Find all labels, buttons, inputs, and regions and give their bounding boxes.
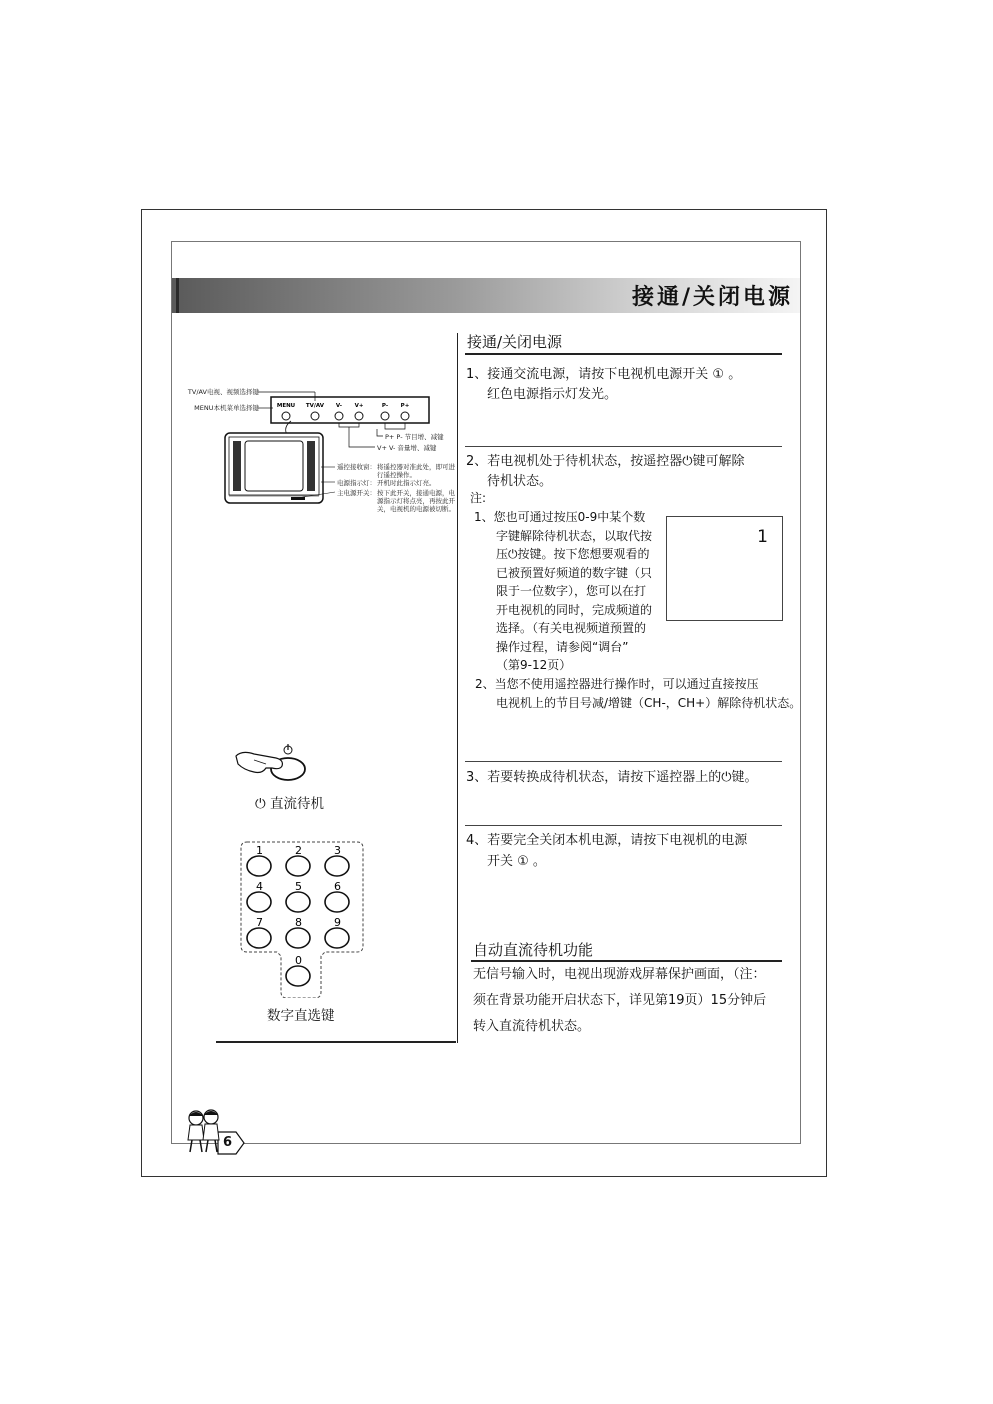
page-title: 接通/关闭电源 xyxy=(631,285,793,310)
step-rule-2 xyxy=(465,761,782,762)
key-label-4: 4 xyxy=(256,880,263,893)
step3-text: 3、若要转换成待机状态，请按下遥控器上的⏻键。 xyxy=(466,770,758,785)
step1-line1: 1、接通交流电源，请按下电视机电源开关 ① 。 xyxy=(466,367,742,382)
note-image-box xyxy=(666,516,783,621)
section1-title: 接通/关闭电源 xyxy=(467,333,563,351)
section2-title: 自动直流待机功能 xyxy=(473,941,594,959)
key-label-6: 6 xyxy=(334,880,341,893)
note1-line4: 已被预置好频道的数字键（只 xyxy=(496,566,653,580)
key-label-5: 5 xyxy=(295,880,302,893)
key-label-3: 3 xyxy=(334,844,341,857)
label-p-keys: P+ P- 节目增、减键 xyxy=(385,433,444,441)
key-7 xyxy=(247,928,271,948)
note1-line5: 限于一位数字），您可以在打 xyxy=(496,584,647,598)
section2-line1: 无信号输入时，电视出现游戏屏幕保护画面，（注： xyxy=(473,967,766,982)
section2-line2: 须在背景功能开启状态下，详见第19页）15分钟后 xyxy=(473,993,767,1008)
step-rule-1 xyxy=(465,446,782,447)
btn-vminus xyxy=(335,412,343,420)
btn-vplus xyxy=(355,412,363,420)
btn-label-vplus: V+ xyxy=(354,403,364,409)
step4-line2: 开关 ① 。 xyxy=(487,854,546,869)
step2-line1: 2、若电视机处于待机状态，按遥控器⏻键可解除 xyxy=(466,454,745,469)
btn-pminus xyxy=(381,412,389,420)
key-label-9: 9 xyxy=(334,916,341,929)
section1-title-rule xyxy=(465,353,782,355)
callout-name-power: 主电源开关： xyxy=(337,489,376,497)
btn-label-vminus: V- xyxy=(335,403,343,409)
note1-line1: 1、您也可通过按压0-9中某个数 xyxy=(474,510,646,524)
note2-line1: 2、当您不使用遥控器进行操作时，可以通过直接按压 xyxy=(475,677,759,691)
btn-label-pminus: P- xyxy=(381,403,389,409)
label-menu-key: MENU本机菜单选择键 xyxy=(194,404,259,412)
hand-press-power-illustration xyxy=(232,742,312,784)
step2-line2: 待机状态。 xyxy=(487,474,553,489)
mascot-page-marker xyxy=(184,1106,254,1156)
step4-line1: 4、若要完全关闭本机电源，请按下电视机的电源 xyxy=(466,833,748,848)
key-0 xyxy=(286,966,310,986)
left-bottom-rule xyxy=(216,1041,456,1043)
btn-label-pplus: P+ xyxy=(400,403,410,409)
callout-name-ir: 遥控接收窗： xyxy=(337,463,376,471)
btn-pplus xyxy=(401,412,409,420)
power-icon: ⏻ xyxy=(255,796,266,812)
key-1 xyxy=(247,856,271,876)
btn-label-menu: MENU xyxy=(276,403,296,409)
key-8 xyxy=(286,928,310,948)
callout-desc-power: 按下此开关，接通电源，电源指示灯将点亮，再按此开关，电视机的电源被切断。 xyxy=(377,489,455,513)
number-keypad-illustration xyxy=(237,838,365,998)
step-rule-3 xyxy=(465,825,782,826)
step1-line2: 红色电源指示灯发光。 xyxy=(487,387,618,402)
key-label-0: 0 xyxy=(295,954,302,967)
section2-title-rule xyxy=(471,960,782,962)
note-box-value: 1 xyxy=(757,527,768,547)
label-tvav-key: TV/AV电视、视频选择键 xyxy=(187,388,259,396)
keypad-caption: 数字直选键 xyxy=(267,1008,335,1024)
standby-label: 直流待机 xyxy=(269,796,324,812)
note-label: 注: xyxy=(470,491,487,505)
note1-line6: 开电视机的同时，完成频道的 xyxy=(496,603,653,617)
banner-stripe xyxy=(176,278,179,313)
callout-name-led: 电源指示灯： xyxy=(337,479,376,487)
btn-menu xyxy=(282,412,290,420)
btn-label-tvav: TV/AV xyxy=(305,403,325,409)
key-4 xyxy=(247,892,271,912)
key-2 xyxy=(286,856,310,876)
key-5 xyxy=(286,892,310,912)
key-label-7: 7 xyxy=(256,916,263,929)
page-number: 6 xyxy=(223,1135,233,1150)
key-label-2: 2 xyxy=(295,844,302,857)
key-label-1: 1 xyxy=(256,844,263,857)
note1-line7: 选择。（有关电视频道预置的 xyxy=(496,621,647,635)
note1-line8: 操作过程，请参阅“调台” xyxy=(496,640,629,654)
standby-caption xyxy=(255,792,324,812)
btn-tvav xyxy=(311,412,319,420)
callout-desc-led: 开机时此指示灯亮。 xyxy=(377,479,436,487)
tv-screen xyxy=(245,441,303,491)
callout-desc-ir: 将遥控器对准此处，即可进行遥控操作。 xyxy=(377,463,455,479)
key-6 xyxy=(325,892,349,912)
key-9 xyxy=(325,928,349,948)
note1-line3: 压⏻按键。按下您想要观看的 xyxy=(496,547,650,561)
key-label-8: 8 xyxy=(295,916,302,929)
note1-line9: （第9-12页） xyxy=(496,658,572,672)
section2-line3: 转入直流待机状态。 xyxy=(473,1019,591,1034)
key-3 xyxy=(325,856,349,876)
label-v-keys: V+ V- 音量增、减键 xyxy=(377,444,437,452)
note2-line2: 电视机上的节目号减/增键（CH-，CH+）解除待机状态。 xyxy=(496,696,802,710)
note1-line2: 字键解除待机状态，以取代按 xyxy=(496,529,653,543)
